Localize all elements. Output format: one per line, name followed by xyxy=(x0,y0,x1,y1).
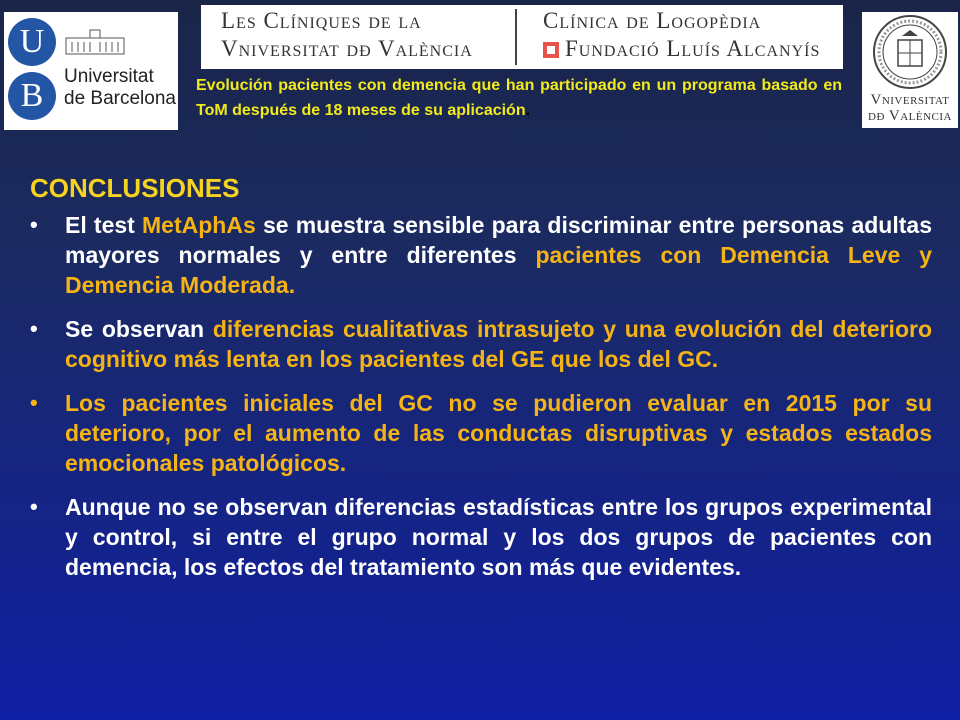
ub-name-line2: de Barcelona xyxy=(64,88,176,109)
slide-content xyxy=(30,172,932,596)
bullet-1-highlight-1: MetAphAs xyxy=(142,212,256,238)
bullet-2-highlight-1: diferencias cualitativas intrasujeto y una evolución del deterioro cognitivo más lenta en los pacientes del GE que los del GC. xyxy=(65,316,932,372)
uv-name-line2: dð València xyxy=(868,108,952,124)
clinic-right-line2: Fundació Lluís Alcanyís xyxy=(565,36,821,61)
bullet-2-text-1: Se observan xyxy=(65,316,213,342)
clinic-left-line1: Les Clíniques de la xyxy=(221,8,422,33)
uv-seal-icon xyxy=(872,14,948,90)
clinic-right-text xyxy=(543,7,843,63)
ub-logo xyxy=(4,12,178,130)
ub-letter-u: U xyxy=(8,18,56,66)
subtitle-end: . xyxy=(525,102,531,119)
clinic-banner xyxy=(201,5,843,69)
bullet-dot-icon: • xyxy=(30,212,38,237)
uv-name xyxy=(862,92,958,124)
clinic-right-line1: Clínica de Logopèdia xyxy=(543,8,762,33)
ub-name-line1: Universitat xyxy=(64,66,154,87)
bullet-item xyxy=(30,314,932,374)
bullet-3-highlight-1: Los pacientes iniciales del GC no se pudieron evaluar en 2015 por su deterioro, por el aumento de las conductas disruptivas y estados estados emocionales patológicos. xyxy=(65,390,932,476)
ub-building-icon xyxy=(64,28,126,56)
clinic-left-text xyxy=(221,7,511,63)
clinic-right-line2-row xyxy=(543,35,843,63)
bullet-dot-icon: • xyxy=(30,390,38,415)
bullet-item xyxy=(30,492,932,582)
bullet-item xyxy=(30,388,932,478)
slide-subtitle xyxy=(196,73,842,123)
uv-logo xyxy=(862,12,958,128)
conclusions-heading: CONCLUSIONES xyxy=(30,173,240,203)
ub-name xyxy=(64,66,176,110)
bullet-1-text-2: se muestra sensible para discriminar entre personas adultas mayores normales y entre diferentes xyxy=(65,212,932,268)
bullet-item xyxy=(30,210,932,300)
uv-name-line1: Vniversitat xyxy=(870,92,950,108)
bullet-dot-icon: • xyxy=(30,494,38,519)
ub-letter-b: B xyxy=(8,72,56,120)
bullet-4-text-1: Aunque no se observan diferencias estadísticas entre los grupos experimental y control, si entre el grupo normal y los dos grupos de pacientes con demencia, los efectos del tratamiento son más que evidentes. xyxy=(65,494,932,580)
bullet-1-text-1: El test xyxy=(65,212,143,238)
clinic-left-line2: Vniversitat dð València xyxy=(221,36,473,61)
bullet-dot-icon: • xyxy=(30,316,38,341)
subtitle-text: Evolución pacientes con demencia que han participado en un programa basado en ToM después de 18 meses de su aplicación xyxy=(196,77,842,119)
ub-monogram xyxy=(8,18,58,126)
fundacio-mark-icon xyxy=(543,42,559,58)
clinic-divider xyxy=(515,9,517,65)
bullet-1-highlight-2: pacientes con Demencia Leve y Demencia Moderada. xyxy=(65,242,932,298)
conclusions-list xyxy=(30,210,932,582)
